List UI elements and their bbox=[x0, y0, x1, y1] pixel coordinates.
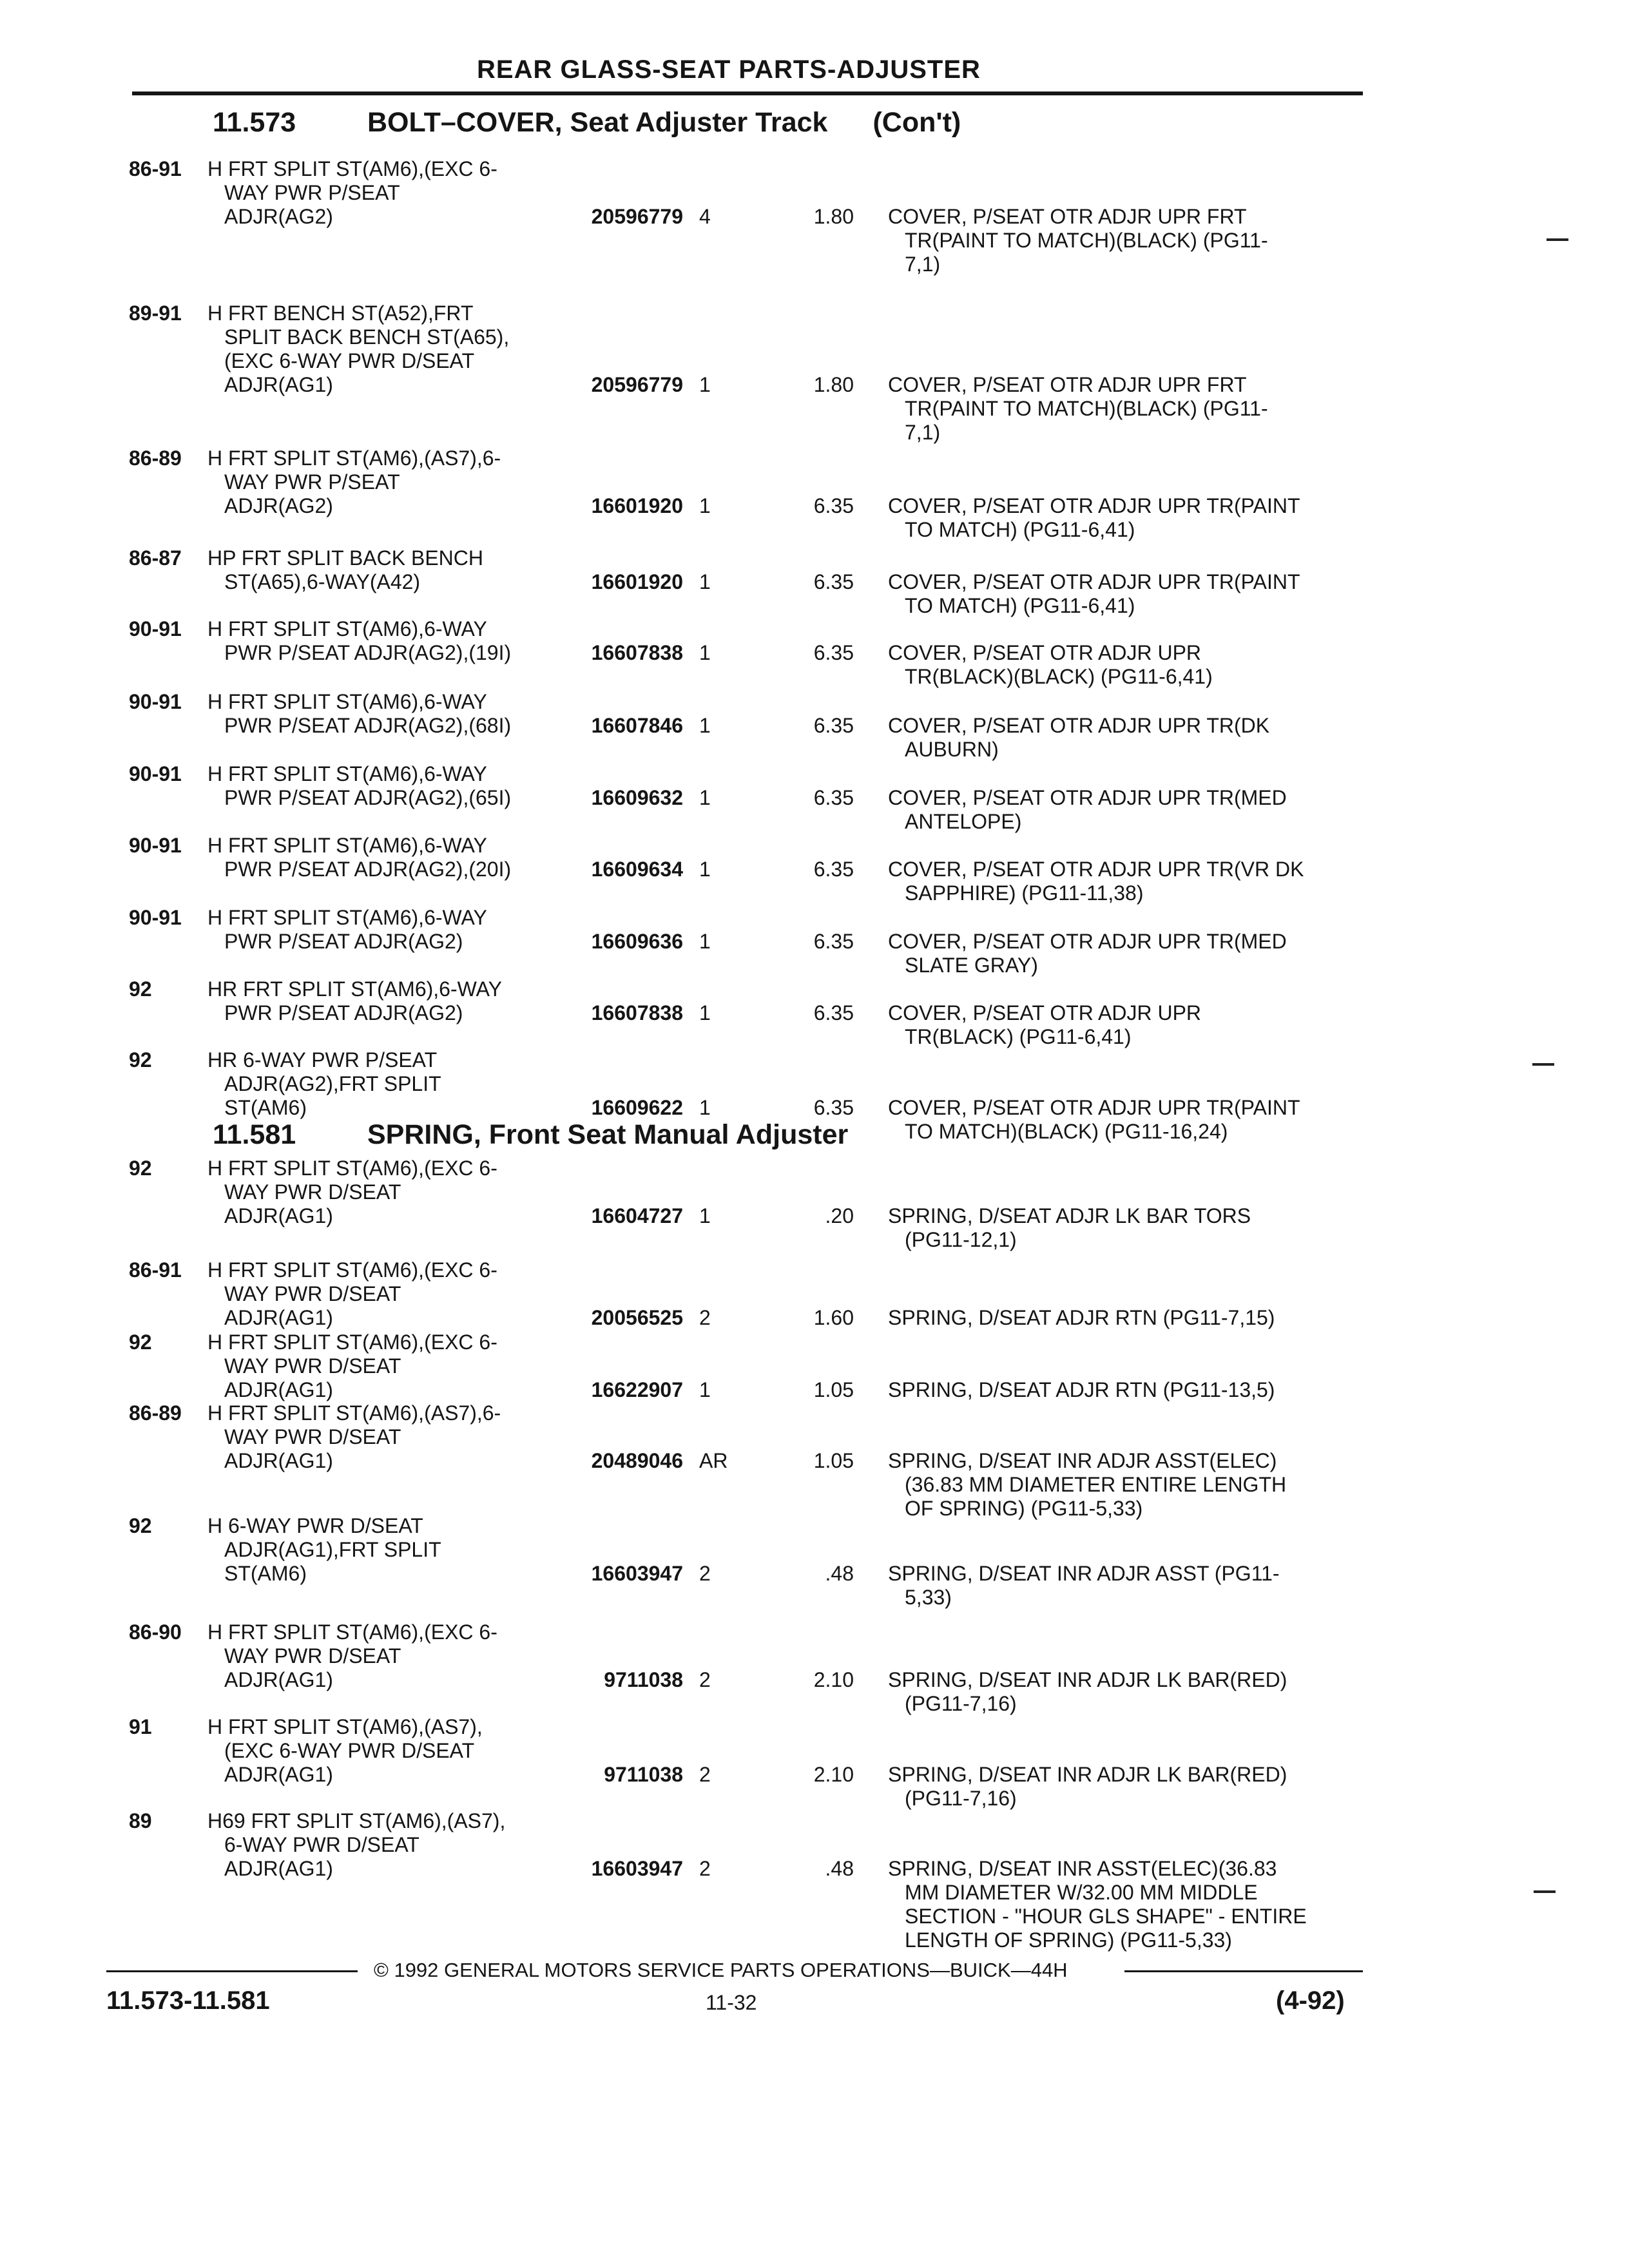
quantity: 1 bbox=[699, 1378, 711, 1401]
price: 6.35 bbox=[813, 1096, 854, 1119]
margin-mark bbox=[1547, 238, 1568, 241]
application-description bbox=[207, 1331, 568, 1402]
part-description-line: COVER, P/SEAT OTR ADJR UPR FRT bbox=[888, 373, 1247, 396]
table-row bbox=[0, 762, 1629, 834]
quantity: 1 bbox=[699, 786, 711, 809]
description-line: WAY PWR D/SEAT bbox=[224, 1180, 401, 1204]
description-line: WAY PWR D/SEAT bbox=[224, 1354, 401, 1378]
part-description bbox=[888, 1668, 1352, 1716]
part-number: 20056525 bbox=[591, 1306, 683, 1329]
section-heading bbox=[213, 107, 961, 139]
part-description-line: SPRING, D/SEAT INR ASST(ELEC)(36.83 bbox=[888, 1857, 1277, 1880]
footer-range: 11.573-11.581 bbox=[106, 1986, 270, 2015]
part-description bbox=[888, 1449, 1352, 1521]
description-line: ADJR(AG1) bbox=[224, 1378, 333, 1401]
description-line: H FRT SPLIT ST(AM6),(AS7), bbox=[207, 1715, 483, 1738]
table-row bbox=[0, 1715, 1629, 1811]
model-years: 90-91 bbox=[129, 906, 182, 929]
price: 2.10 bbox=[813, 1763, 854, 1786]
table-row bbox=[0, 977, 1629, 1049]
quantity: AR bbox=[699, 1449, 728, 1472]
section-number: 11.573 bbox=[213, 107, 296, 138]
price: 6.35 bbox=[813, 858, 854, 881]
quantity: 1 bbox=[699, 570, 711, 593]
part-description-line: SPRING, D/SEAT ADJR RTN (PG11-13,5) bbox=[888, 1378, 1275, 1401]
quantity: 1 bbox=[699, 494, 711, 517]
application-description bbox=[207, 546, 568, 594]
part-number: 9711038 bbox=[604, 1668, 683, 1691]
table-row bbox=[0, 834, 1629, 905]
description-line: ADJR(AG2),FRT SPLIT bbox=[224, 1072, 441, 1095]
model-years: 92 bbox=[129, 1331, 152, 1354]
part-description-line: TO MATCH) (PG11-6,41) bbox=[905, 518, 1135, 541]
description-line: H FRT SPLIT ST(AM6),(EXC 6- bbox=[207, 1157, 497, 1180]
description-line: H FRT SPLIT ST(AM6),(AS7),6- bbox=[207, 447, 501, 470]
description-line: H FRT SPLIT ST(AM6),6-WAY bbox=[207, 617, 487, 640]
part-description-line: COVER, P/SEAT OTR ADJR UPR TR(MED bbox=[888, 930, 1287, 953]
table-row bbox=[0, 157, 1629, 276]
description-line: ADJR(AG1) bbox=[224, 1306, 333, 1329]
part-description-line: OF SPRING) (PG11-5,33) bbox=[905, 1497, 1143, 1520]
model-years: 92 bbox=[129, 1048, 152, 1072]
description-line: WAY PWR P/SEAT bbox=[224, 181, 400, 204]
description-line: H FRT SPLIT ST(AM6),(EXC 6- bbox=[207, 1620, 497, 1644]
part-number: 16609622 bbox=[591, 1096, 683, 1119]
description-line: H FRT SPLIT ST(AM6),6-WAY bbox=[207, 690, 487, 713]
application-description bbox=[207, 617, 568, 665]
part-description-line: LENGTH OF SPRING) (PG11-5,33) bbox=[905, 1928, 1232, 1952]
table-row bbox=[0, 447, 1629, 542]
part-description-line: COVER, P/SEAT OTR ADJR UPR TR(PAINT bbox=[888, 1096, 1300, 1119]
price: 6.35 bbox=[813, 1001, 854, 1024]
part-number: 16609632 bbox=[591, 786, 683, 809]
price: 6.35 bbox=[813, 786, 854, 809]
quantity: 1 bbox=[699, 1204, 711, 1227]
part-description-line: 5,33) bbox=[905, 1586, 952, 1609]
section-title: SPRING, Front Seat Manual Adjuster bbox=[367, 1119, 849, 1150]
description-line: H FRT SPLIT ST(AM6),(EXC 6- bbox=[207, 1258, 497, 1282]
part-description-line: (PG11-12,1) bbox=[905, 1228, 1017, 1251]
part-description bbox=[888, 570, 1352, 618]
part-description-line: SPRING, D/SEAT INR ADJR ASST (PG11- bbox=[888, 1562, 1280, 1585]
part-description-line: COVER, P/SEAT OTR ADJR UPR FRT bbox=[888, 205, 1247, 228]
part-description-line: COVER, P/SEAT OTR ADJR UPR TR(VR DK bbox=[888, 858, 1304, 881]
part-description-line: SECTION - "HOUR GLS SHAPE" - ENTIRE bbox=[905, 1905, 1307, 1928]
description-line: 6-WAY PWR D/SEAT bbox=[224, 1833, 419, 1856]
model-years: 89-91 bbox=[129, 302, 182, 325]
price: 6.35 bbox=[813, 714, 854, 737]
model-years: 86-91 bbox=[129, 1258, 182, 1282]
model-years: 90-91 bbox=[129, 834, 182, 857]
part-number: 9711038 bbox=[604, 1763, 683, 1786]
description-line: ADJR(AG1) bbox=[224, 1449, 333, 1472]
part-number: 16622907 bbox=[591, 1378, 683, 1401]
table-row bbox=[0, 617, 1629, 689]
description-line: PWR P/SEAT ADJR(AG2),(19I) bbox=[224, 641, 512, 664]
part-description bbox=[888, 1763, 1352, 1811]
quantity: 4 bbox=[699, 205, 711, 228]
part-description-line: SAPPHIRE) (PG11-11,38) bbox=[905, 881, 1144, 905]
description-line: ADJR(AG1) bbox=[224, 1204, 333, 1227]
model-years: 89 bbox=[129, 1809, 152, 1832]
part-description bbox=[888, 641, 1352, 689]
description-line: WAY PWR D/SEAT bbox=[224, 1644, 401, 1667]
quantity: 1 bbox=[699, 1096, 711, 1119]
description-line: H FRT SPLIT ST(AM6),(AS7),6- bbox=[207, 1401, 501, 1425]
price: .48 bbox=[825, 1562, 854, 1585]
model-years: 91 bbox=[129, 1715, 152, 1738]
table-row bbox=[0, 302, 1629, 445]
description-line: H FRT SPLIT ST(AM6),(EXC 6- bbox=[207, 1331, 497, 1354]
part-description-line: COVER, P/SEAT OTR ADJR UPR bbox=[888, 641, 1202, 664]
part-description bbox=[888, 1562, 1352, 1610]
description-line: H FRT SPLIT ST(AM6),(EXC 6- bbox=[207, 157, 497, 180]
table-row bbox=[0, 690, 1629, 762]
part-description-line: (PG11-7,16) bbox=[905, 1787, 1017, 1810]
application-description bbox=[207, 1809, 568, 1881]
part-description-line: 7,1) bbox=[905, 253, 941, 276]
part-description-line: ANTELOPE) bbox=[905, 810, 1022, 833]
part-description bbox=[888, 858, 1352, 905]
part-number: 20489046 bbox=[591, 1449, 683, 1472]
price: 2.10 bbox=[813, 1668, 854, 1691]
model-years: 90-91 bbox=[129, 762, 182, 785]
model-years: 86-90 bbox=[129, 1620, 182, 1644]
description-line: H FRT SPLIT ST(AM6),6-WAY bbox=[207, 762, 487, 785]
part-number: 16601920 bbox=[591, 570, 683, 593]
description-line: H FRT SPLIT ST(AM6),6-WAY bbox=[207, 834, 487, 857]
description-line: ST(AM6) bbox=[224, 1096, 307, 1119]
description-line: ADJR(AG1) bbox=[224, 1857, 333, 1880]
margin-mark bbox=[1532, 1063, 1554, 1066]
price: .20 bbox=[825, 1204, 854, 1227]
part-description bbox=[888, 1096, 1352, 1144]
description-line: SPLIT BACK BENCH ST(A65), bbox=[224, 325, 510, 349]
description-line: ADJR(AG1) bbox=[224, 1763, 333, 1786]
footer-page-number: 11-32 bbox=[706, 1991, 757, 2014]
part-description-line: TO MATCH) (PG11-6,41) bbox=[905, 594, 1135, 617]
model-years: 90-91 bbox=[129, 617, 182, 640]
table-row bbox=[0, 546, 1629, 618]
part-description-line: TO MATCH)(BLACK) (PG11-16,24) bbox=[905, 1120, 1228, 1143]
part-description-line: COVER, P/SEAT OTR ADJR UPR TR(MED bbox=[888, 786, 1287, 809]
description-line: ADJR(AG1),FRT SPLIT bbox=[224, 1538, 441, 1561]
part-number: 16607838 bbox=[591, 1001, 683, 1024]
price: 6.35 bbox=[813, 641, 854, 664]
application-description bbox=[207, 1157, 568, 1228]
part-description bbox=[888, 205, 1352, 276]
description-line: WAY PWR D/SEAT bbox=[224, 1425, 401, 1448]
header-rule bbox=[132, 91, 1363, 95]
description-line: ST(AM6) bbox=[224, 1562, 307, 1585]
description-line: PWR P/SEAT ADJR(AG2),(20I) bbox=[224, 858, 512, 881]
description-line: H 6-WAY PWR D/SEAT bbox=[207, 1514, 423, 1537]
quantity: 2 bbox=[699, 1763, 711, 1786]
part-description-line: COVER, P/SEAT OTR ADJR UPR bbox=[888, 1001, 1202, 1024]
quantity: 1 bbox=[699, 714, 711, 737]
table-row bbox=[0, 1620, 1629, 1716]
application-description bbox=[207, 834, 568, 881]
part-number: 16601920 bbox=[591, 494, 683, 517]
part-description-line: COVER, P/SEAT OTR ADJR UPR TR(PAINT bbox=[888, 494, 1300, 517]
description-line: ADJR(AG1) bbox=[224, 1668, 333, 1691]
description-line: HP FRT SPLIT BACK BENCH bbox=[207, 546, 483, 570]
description-line: WAY PWR P/SEAT bbox=[224, 470, 400, 494]
part-description-line: TR(BLACK) (PG11-6,41) bbox=[905, 1025, 1132, 1048]
description-line: ADJR(AG1) bbox=[224, 373, 333, 396]
table-row bbox=[0, 1258, 1629, 1330]
part-description bbox=[888, 930, 1352, 977]
footer-copyright: © 1992 GENERAL MOTORS SERVICE PARTS OPERATIONS—BUICK—44H bbox=[374, 1959, 1068, 1981]
part-description-line: (PG11-7,16) bbox=[905, 1692, 1017, 1715]
description-line: PWR P/SEAT ADJR(AG2) bbox=[224, 1001, 463, 1024]
quantity: 1 bbox=[699, 641, 711, 664]
description-line: H69 FRT SPLIT ST(AM6),(AS7), bbox=[207, 1809, 506, 1832]
quantity: 1 bbox=[699, 858, 711, 881]
part-number: 16607838 bbox=[591, 641, 683, 664]
margin-mark bbox=[1534, 1890, 1556, 1893]
footer-rule-right bbox=[1124, 1970, 1363, 1972]
description-line: PWR P/SEAT ADJR(AG2),(68I) bbox=[224, 714, 512, 737]
page-header-title: REAR GLASS-SEAT PARTS-ADJUSTER bbox=[477, 55, 981, 84]
price: 1.80 bbox=[813, 205, 854, 228]
part-description bbox=[888, 786, 1352, 834]
section-number: 11.581 bbox=[213, 1119, 296, 1150]
part-description-line: COVER, P/SEAT OTR ADJR UPR TR(PAINT bbox=[888, 570, 1300, 593]
part-description bbox=[888, 1378, 1352, 1402]
part-description bbox=[888, 714, 1352, 762]
description-line: ST(A65),6-WAY(A42) bbox=[224, 570, 421, 593]
part-description-line: SPRING, D/SEAT INR ADJR ASST(ELEC) bbox=[888, 1449, 1277, 1472]
price: 1.05 bbox=[813, 1449, 854, 1472]
table-row bbox=[0, 1331, 1629, 1402]
description-line: H FRT BENCH ST(A52),FRT bbox=[207, 302, 474, 325]
table-row bbox=[0, 1401, 1629, 1521]
part-description-line: SPRING, D/SEAT INR ADJR LK BAR(RED) bbox=[888, 1763, 1287, 1786]
application-description bbox=[207, 447, 568, 518]
part-description bbox=[888, 373, 1352, 445]
application-description bbox=[207, 690, 568, 738]
quantity: 1 bbox=[699, 373, 711, 396]
quantity: 2 bbox=[699, 1668, 711, 1691]
part-description bbox=[888, 1204, 1352, 1252]
section-continued: (Con't) bbox=[872, 107, 961, 138]
quantity: 1 bbox=[699, 1001, 711, 1024]
application-description bbox=[207, 1514, 568, 1586]
table-row bbox=[0, 1157, 1629, 1252]
model-years: 92 bbox=[129, 1514, 152, 1537]
application-description bbox=[207, 1715, 568, 1787]
part-description-line: MM DIAMETER W/32.00 MM MIDDLE bbox=[905, 1881, 1258, 1904]
part-description-line: SPRING, D/SEAT INR ADJR LK BAR(RED) bbox=[888, 1668, 1287, 1691]
price: 1.05 bbox=[813, 1378, 854, 1401]
application-description bbox=[207, 1048, 568, 1120]
description-line: HR FRT SPLIT ST(AM6),6-WAY bbox=[207, 977, 502, 1001]
price: 6.35 bbox=[813, 494, 854, 517]
quantity: 1 bbox=[699, 930, 711, 953]
part-description-line: TR(PAINT TO MATCH)(BLACK) (PG11- bbox=[905, 229, 1268, 252]
part-description bbox=[888, 1001, 1352, 1049]
part-description-line: COVER, P/SEAT OTR ADJR UPR TR(DK bbox=[888, 714, 1270, 737]
part-description bbox=[888, 1306, 1352, 1330]
section-title: BOLT–COVER, Seat Adjuster Track bbox=[367, 107, 828, 138]
model-years: 90-91 bbox=[129, 690, 182, 713]
part-number: 20596779 bbox=[591, 205, 683, 228]
table-row bbox=[0, 906, 1629, 977]
model-years: 86-89 bbox=[129, 1401, 182, 1425]
part-description-line: SPRING, D/SEAT ADJR LK BAR TORS bbox=[888, 1204, 1251, 1227]
model-years: 92 bbox=[129, 977, 152, 1001]
description-line: HR 6-WAY PWR P/SEAT bbox=[207, 1048, 438, 1072]
part-number: 16603947 bbox=[591, 1857, 683, 1880]
quantity: 2 bbox=[699, 1857, 711, 1880]
application-description bbox=[207, 1401, 568, 1473]
application-description bbox=[207, 762, 568, 810]
part-description-line: SPRING, D/SEAT ADJR RTN (PG11-7,15) bbox=[888, 1306, 1275, 1329]
model-years: 86-91 bbox=[129, 157, 182, 180]
footer-date: (4-92) bbox=[1276, 1986, 1345, 2015]
description-line: (EXC 6-WAY PWR D/SEAT bbox=[224, 1739, 475, 1762]
model-years: 86-87 bbox=[129, 546, 182, 570]
application-description bbox=[207, 1258, 568, 1330]
part-number: 20596779 bbox=[591, 373, 683, 396]
part-description-line: AUBURN) bbox=[905, 738, 999, 761]
footer-rule-left bbox=[106, 1970, 358, 1972]
part-description-line: TR(PAINT TO MATCH)(BLACK) (PG11- bbox=[905, 397, 1268, 420]
price: 1.60 bbox=[813, 1306, 854, 1329]
application-description bbox=[207, 906, 568, 954]
quantity: 2 bbox=[699, 1306, 711, 1329]
application-description bbox=[207, 302, 568, 397]
part-description bbox=[888, 494, 1352, 542]
table-row bbox=[0, 1514, 1629, 1610]
part-description-line: (36.83 MM DIAMETER ENTIRE LENGTH bbox=[905, 1473, 1287, 1496]
description-line: H FRT SPLIT ST(AM6),6-WAY bbox=[207, 906, 487, 929]
application-description bbox=[207, 1620, 568, 1692]
description-line: ADJR(AG2) bbox=[224, 205, 333, 228]
application-description bbox=[207, 977, 568, 1025]
description-line: (EXC 6-WAY PWR D/SEAT bbox=[224, 349, 475, 372]
description-line: WAY PWR D/SEAT bbox=[224, 1282, 401, 1305]
model-years: 92 bbox=[129, 1157, 152, 1180]
part-description bbox=[888, 1857, 1352, 1952]
description-line: PWR P/SEAT ADJR(AG2) bbox=[224, 930, 463, 953]
price: 6.35 bbox=[813, 930, 854, 953]
part-number: 16609634 bbox=[591, 858, 683, 881]
table-row bbox=[0, 1048, 1629, 1144]
part-description-line: 7,1) bbox=[905, 421, 941, 444]
part-number: 16609636 bbox=[591, 930, 683, 953]
part-description-line: TR(BLACK)(BLACK) (PG11-6,41) bbox=[905, 665, 1213, 688]
part-number: 16607846 bbox=[591, 714, 683, 737]
part-number: 16604727 bbox=[591, 1204, 683, 1227]
price: 6.35 bbox=[813, 570, 854, 593]
price: 1.80 bbox=[813, 373, 854, 396]
part-description-line: SLATE GRAY) bbox=[905, 954, 1038, 977]
description-line: ADJR(AG2) bbox=[224, 494, 333, 517]
table-row bbox=[0, 1809, 1629, 1952]
model-years: 86-89 bbox=[129, 447, 182, 470]
quantity: 2 bbox=[699, 1562, 711, 1585]
application-description bbox=[207, 157, 568, 229]
price: .48 bbox=[825, 1857, 854, 1880]
description-line: PWR P/SEAT ADJR(AG2),(65I) bbox=[224, 786, 512, 809]
part-number: 16603947 bbox=[591, 1562, 683, 1585]
